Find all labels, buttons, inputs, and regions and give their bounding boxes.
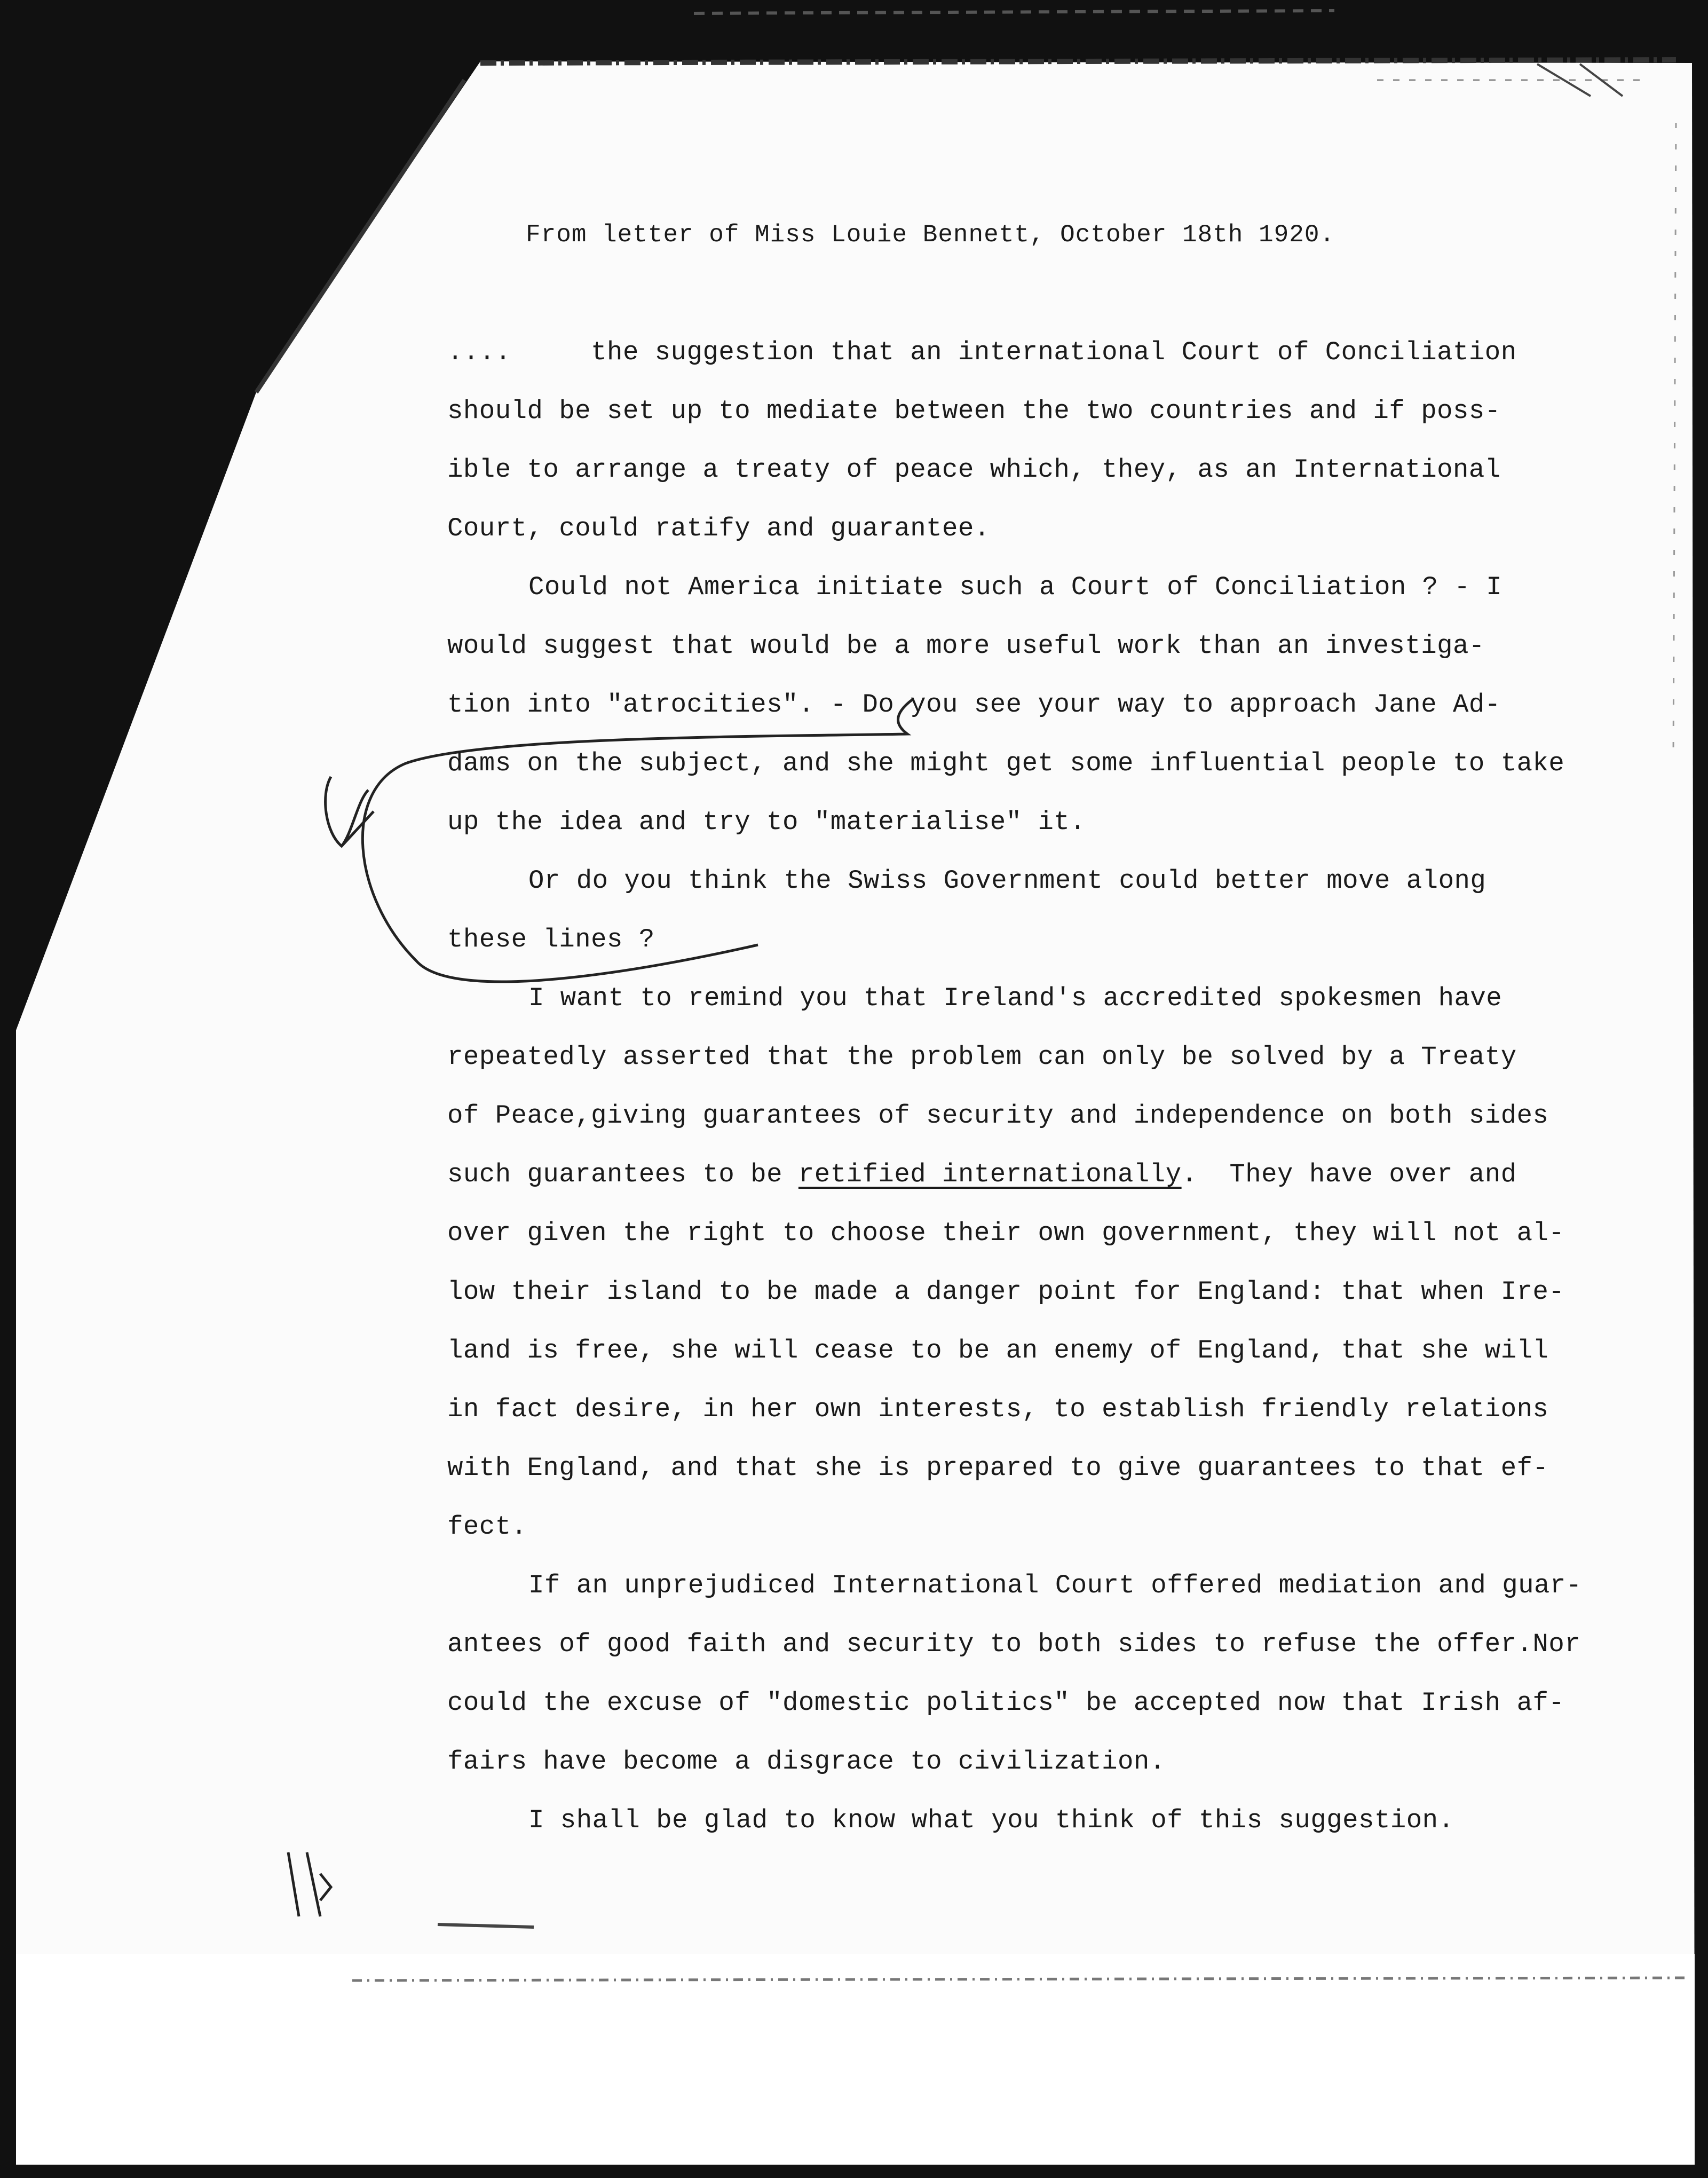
text-line: in fact desire, in her own interests, to establish friendly relations — [447, 1394, 1549, 1424]
text-line: could the excuse of "domestic politics" be accepted now that Irish af- — [447, 1688, 1565, 1718]
text-line: should be set up to mediate between the two countries and if poss- — [447, 396, 1501, 426]
text-segment: such guarantees to be — [447, 1159, 798, 1189]
text-line: I shall be glad to know what you think of this suggestion. — [528, 1805, 1454, 1835]
text-line: antees of good faith and security to both sides to refuse the offer.Nor — [447, 1629, 1581, 1659]
text-line: .... the suggestion that an international Court of Conciliation — [447, 337, 1517, 367]
text-line: of Peace,giving guarantees of security and independence on both sides — [447, 1101, 1549, 1131]
text-line: dams on the subject, and she might get some influential people to take — [447, 748, 1565, 778]
text-line: over given the right to choose their own government, they will not al- — [447, 1218, 1565, 1248]
text-line: with England, and that she is prepared to give guarantees to that ef- — [447, 1453, 1549, 1483]
text-line: If an unprejudiced International Court offered mediation and guar- — [528, 1571, 1582, 1600]
text-segment: . They have over and — [1181, 1159, 1517, 1189]
text-line: fect. — [447, 1512, 527, 1542]
text-line: Could not America initiate such a Court of Conciliation ? - I — [528, 572, 1503, 602]
underlined-phrase: retified internationally — [798, 1159, 1182, 1189]
text-line: land is free, she will cease to be an enemy of England, that she will — [447, 1336, 1549, 1366]
text-line: would suggest that would be a more useful work than an investiga- — [447, 631, 1485, 661]
text-line: Court, could ratify and guarantee. — [447, 514, 990, 543]
text-line: ible to arrange a treaty of peace which, they, as an International — [447, 455, 1501, 485]
text-line-with-underline — [447, 1156, 1517, 1193]
text-line: these lines ? — [447, 925, 655, 954]
text-line: I want to remind you that Ireland's accredited spokesmen have — [528, 983, 1503, 1013]
text-line: Or do you think the Swiss Government could better move along — [528, 866, 1486, 896]
text-line: up the idea and try to "materialise" it. — [447, 807, 1086, 837]
text-line: low their island to be made a danger point for England: that when Ire- — [447, 1277, 1565, 1307]
text-line: repeatedly asserted that the problem can only be solved by a Treaty — [447, 1042, 1517, 1072]
text-line: tion into "atrocities". - Do you see your way to approach Jane Ad- — [447, 690, 1501, 720]
text-line: fairs have become a disgrace to civilization. — [447, 1747, 1166, 1777]
page-title: From letter of Miss Louie Bennett, October 18th 1920. — [526, 221, 1335, 249]
